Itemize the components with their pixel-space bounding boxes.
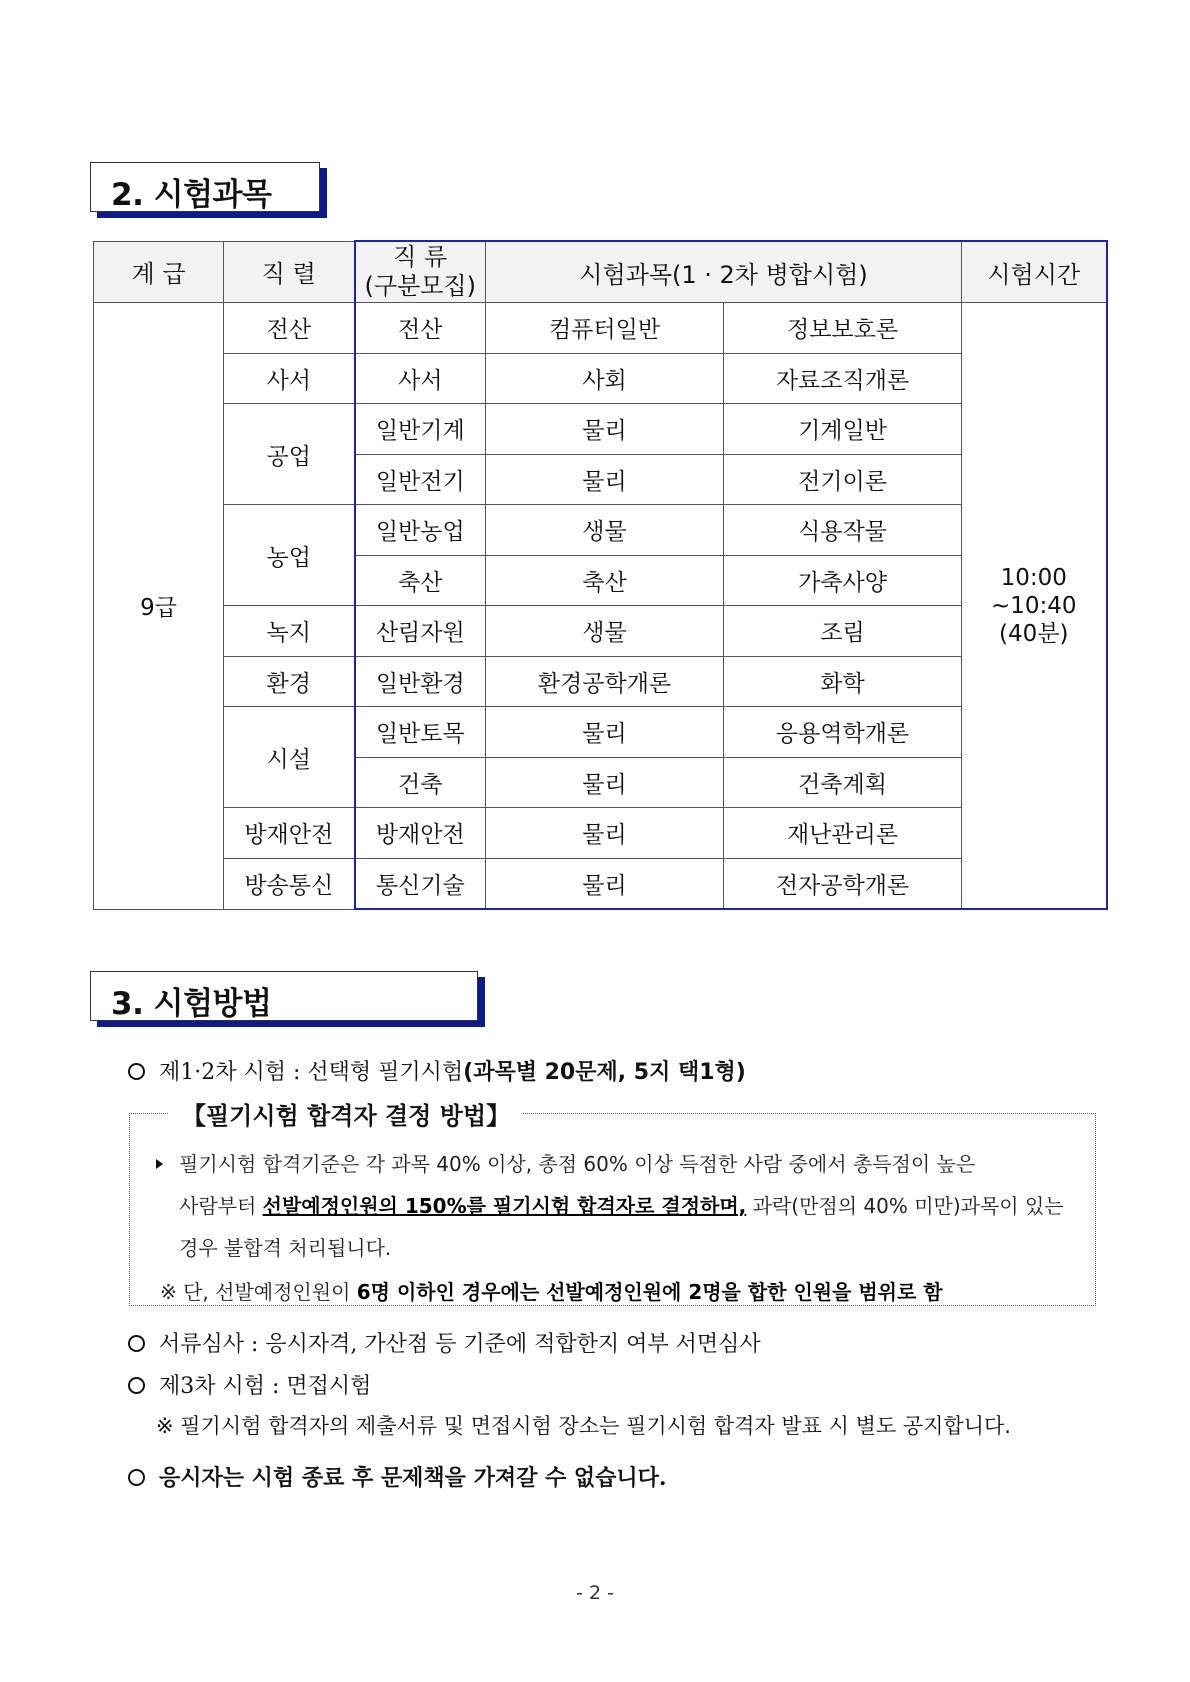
series-cell: 통신기술: [355, 858, 486, 909]
series-cell: 일반기계: [355, 404, 486, 455]
section-3-title-box: [90, 971, 478, 1021]
subject2-cell: 조림: [724, 606, 962, 657]
page-number: - 2 -: [576, 1582, 614, 1604]
header-grade: 계 급: [94, 241, 224, 303]
method-item-3-note: ※ 필기시험 합격자의 제출서류 및 면접시험 장소는 필기시험 합격자 발표 시 별도 공지합니다.: [156, 1414, 1011, 1438]
series-cell: 일반토목: [355, 707, 486, 758]
table-row: [94, 656, 1107, 707]
table-row: [94, 707, 1107, 758]
exam-subjects-table: [93, 240, 1108, 910]
pass-criteria-title: 【필기시험 합격자 결정 방법】: [168, 1096, 522, 1131]
table-row: [94, 858, 1107, 909]
series-cell: 사서: [355, 353, 486, 404]
series-cell: 전산: [355, 303, 486, 354]
table-header-row: [94, 241, 1107, 303]
series-cell: 건축: [355, 757, 486, 808]
circle-bullet-icon: [128, 1377, 145, 1394]
header-series: 직 류 (구분모집): [355, 241, 486, 303]
grade-cell: 9급: [94, 303, 224, 910]
subject1-cell: 컴퓨터일반: [486, 303, 724, 354]
subject1-cell: 물리: [486, 707, 724, 758]
criteria-line-1: 필기시험 합격기준은 각 과목 40% 이상, 총점 60% 이상 득점한 사람 중에서 총득점이 높은: [156, 1148, 975, 1177]
method-item-4: 응시자는 시험 종료 후 문제책을 가져갈 수 없습니다.: [128, 1461, 667, 1492]
subject1-cell: 생물: [486, 606, 724, 657]
method-item-2: 서류심사 : 응시자격, 가산점 등 기준에 적합한지 여부 서면심사: [128, 1327, 761, 1358]
subject1-cell: 물리: [486, 404, 724, 455]
series-cell: 일반환경: [355, 656, 486, 707]
circle-bullet-icon: [128, 1469, 145, 1486]
subject2-cell: 응용역학개론: [724, 707, 962, 758]
header-position: 직 렬: [224, 241, 355, 303]
circle-bullet-icon: [128, 1063, 145, 1080]
method-item-3: 제3차 시험 : 면접시험: [128, 1369, 371, 1400]
subject1-cell: 물리: [486, 858, 724, 909]
subject2-cell: 건축계획: [724, 757, 962, 808]
criteria-note: ※ 단, 선발예정인원이 6명 이하인 경우에는 선발예정인원에 2명을 합한 인원을 범위로 함: [160, 1280, 943, 1304]
section-2-title-box: [90, 162, 320, 212]
position-cell: 사서: [224, 353, 355, 404]
series-cell: 방재안전: [355, 808, 486, 859]
table-row: [94, 505, 1107, 556]
position-cell: 방송통신: [224, 858, 355, 909]
position-cell: 환경: [224, 656, 355, 707]
series-cell: 일반전기: [355, 454, 486, 505]
circle-bullet-icon: [128, 1335, 145, 1352]
section-3-title: 3. 시험방법: [111, 986, 272, 1022]
triangle-bullet-icon: [156, 1159, 163, 1169]
subject2-cell: 자료조직개론: [724, 353, 962, 404]
subject1-cell: 사회: [486, 353, 724, 404]
table-row: [94, 353, 1107, 404]
subject2-cell: 전기이론: [724, 454, 962, 505]
position-cell: 전산: [224, 303, 355, 354]
time-cell: 10:00 ~10:40 (40분): [962, 303, 1107, 910]
header-subjects: 시험과목(1 · 2차 병합시험): [486, 241, 962, 303]
series-cell: 일반농업: [355, 505, 486, 556]
table-row: [94, 404, 1107, 455]
table-row: [94, 303, 1107, 354]
position-cell: 녹지: [224, 606, 355, 657]
subject2-cell: 화학: [724, 656, 962, 707]
table-row: [94, 606, 1107, 657]
subject1-cell: 축산: [486, 555, 724, 606]
table-row: [94, 808, 1107, 859]
subject2-cell: 정보보호론: [724, 303, 962, 354]
header-time: 시험시간: [962, 241, 1107, 303]
subject2-cell: 식용작물: [724, 505, 962, 556]
series-cell: 축산: [355, 555, 486, 606]
criteria-line-3: 경우 불합격 처리됩니다.: [179, 1236, 392, 1260]
position-cell: 농업: [224, 505, 355, 606]
subject1-cell: 생물: [486, 505, 724, 556]
position-cell: 방재안전: [224, 808, 355, 859]
section-2-title: 2. 시험과목: [111, 177, 272, 213]
method-item-1: 제1·2차 시험 : 선택형 필기시험(과목별 20문제, 5지 택1형): [128, 1055, 746, 1086]
subject2-cell: 재난관리론: [724, 808, 962, 859]
subject2-cell: 가축사양: [724, 555, 962, 606]
subject1-cell: 물리: [486, 757, 724, 808]
position-cell: 시설: [224, 707, 355, 808]
subject2-cell: 기계일반: [724, 404, 962, 455]
position-cell: 공업: [224, 404, 355, 505]
subject1-cell: 물리: [486, 808, 724, 859]
criteria-line-2: 사람부터 선발예정인원의 150%를 필기시험 합격자로 결정하며, 과락(만점의 40% 미만)과목이 있는: [179, 1194, 1064, 1218]
subject2-cell: 전자공학개론: [724, 858, 962, 909]
series-cell: 산림자원: [355, 606, 486, 657]
subject1-cell: 물리: [486, 454, 724, 505]
subject1-cell: 환경공학개론: [486, 656, 724, 707]
